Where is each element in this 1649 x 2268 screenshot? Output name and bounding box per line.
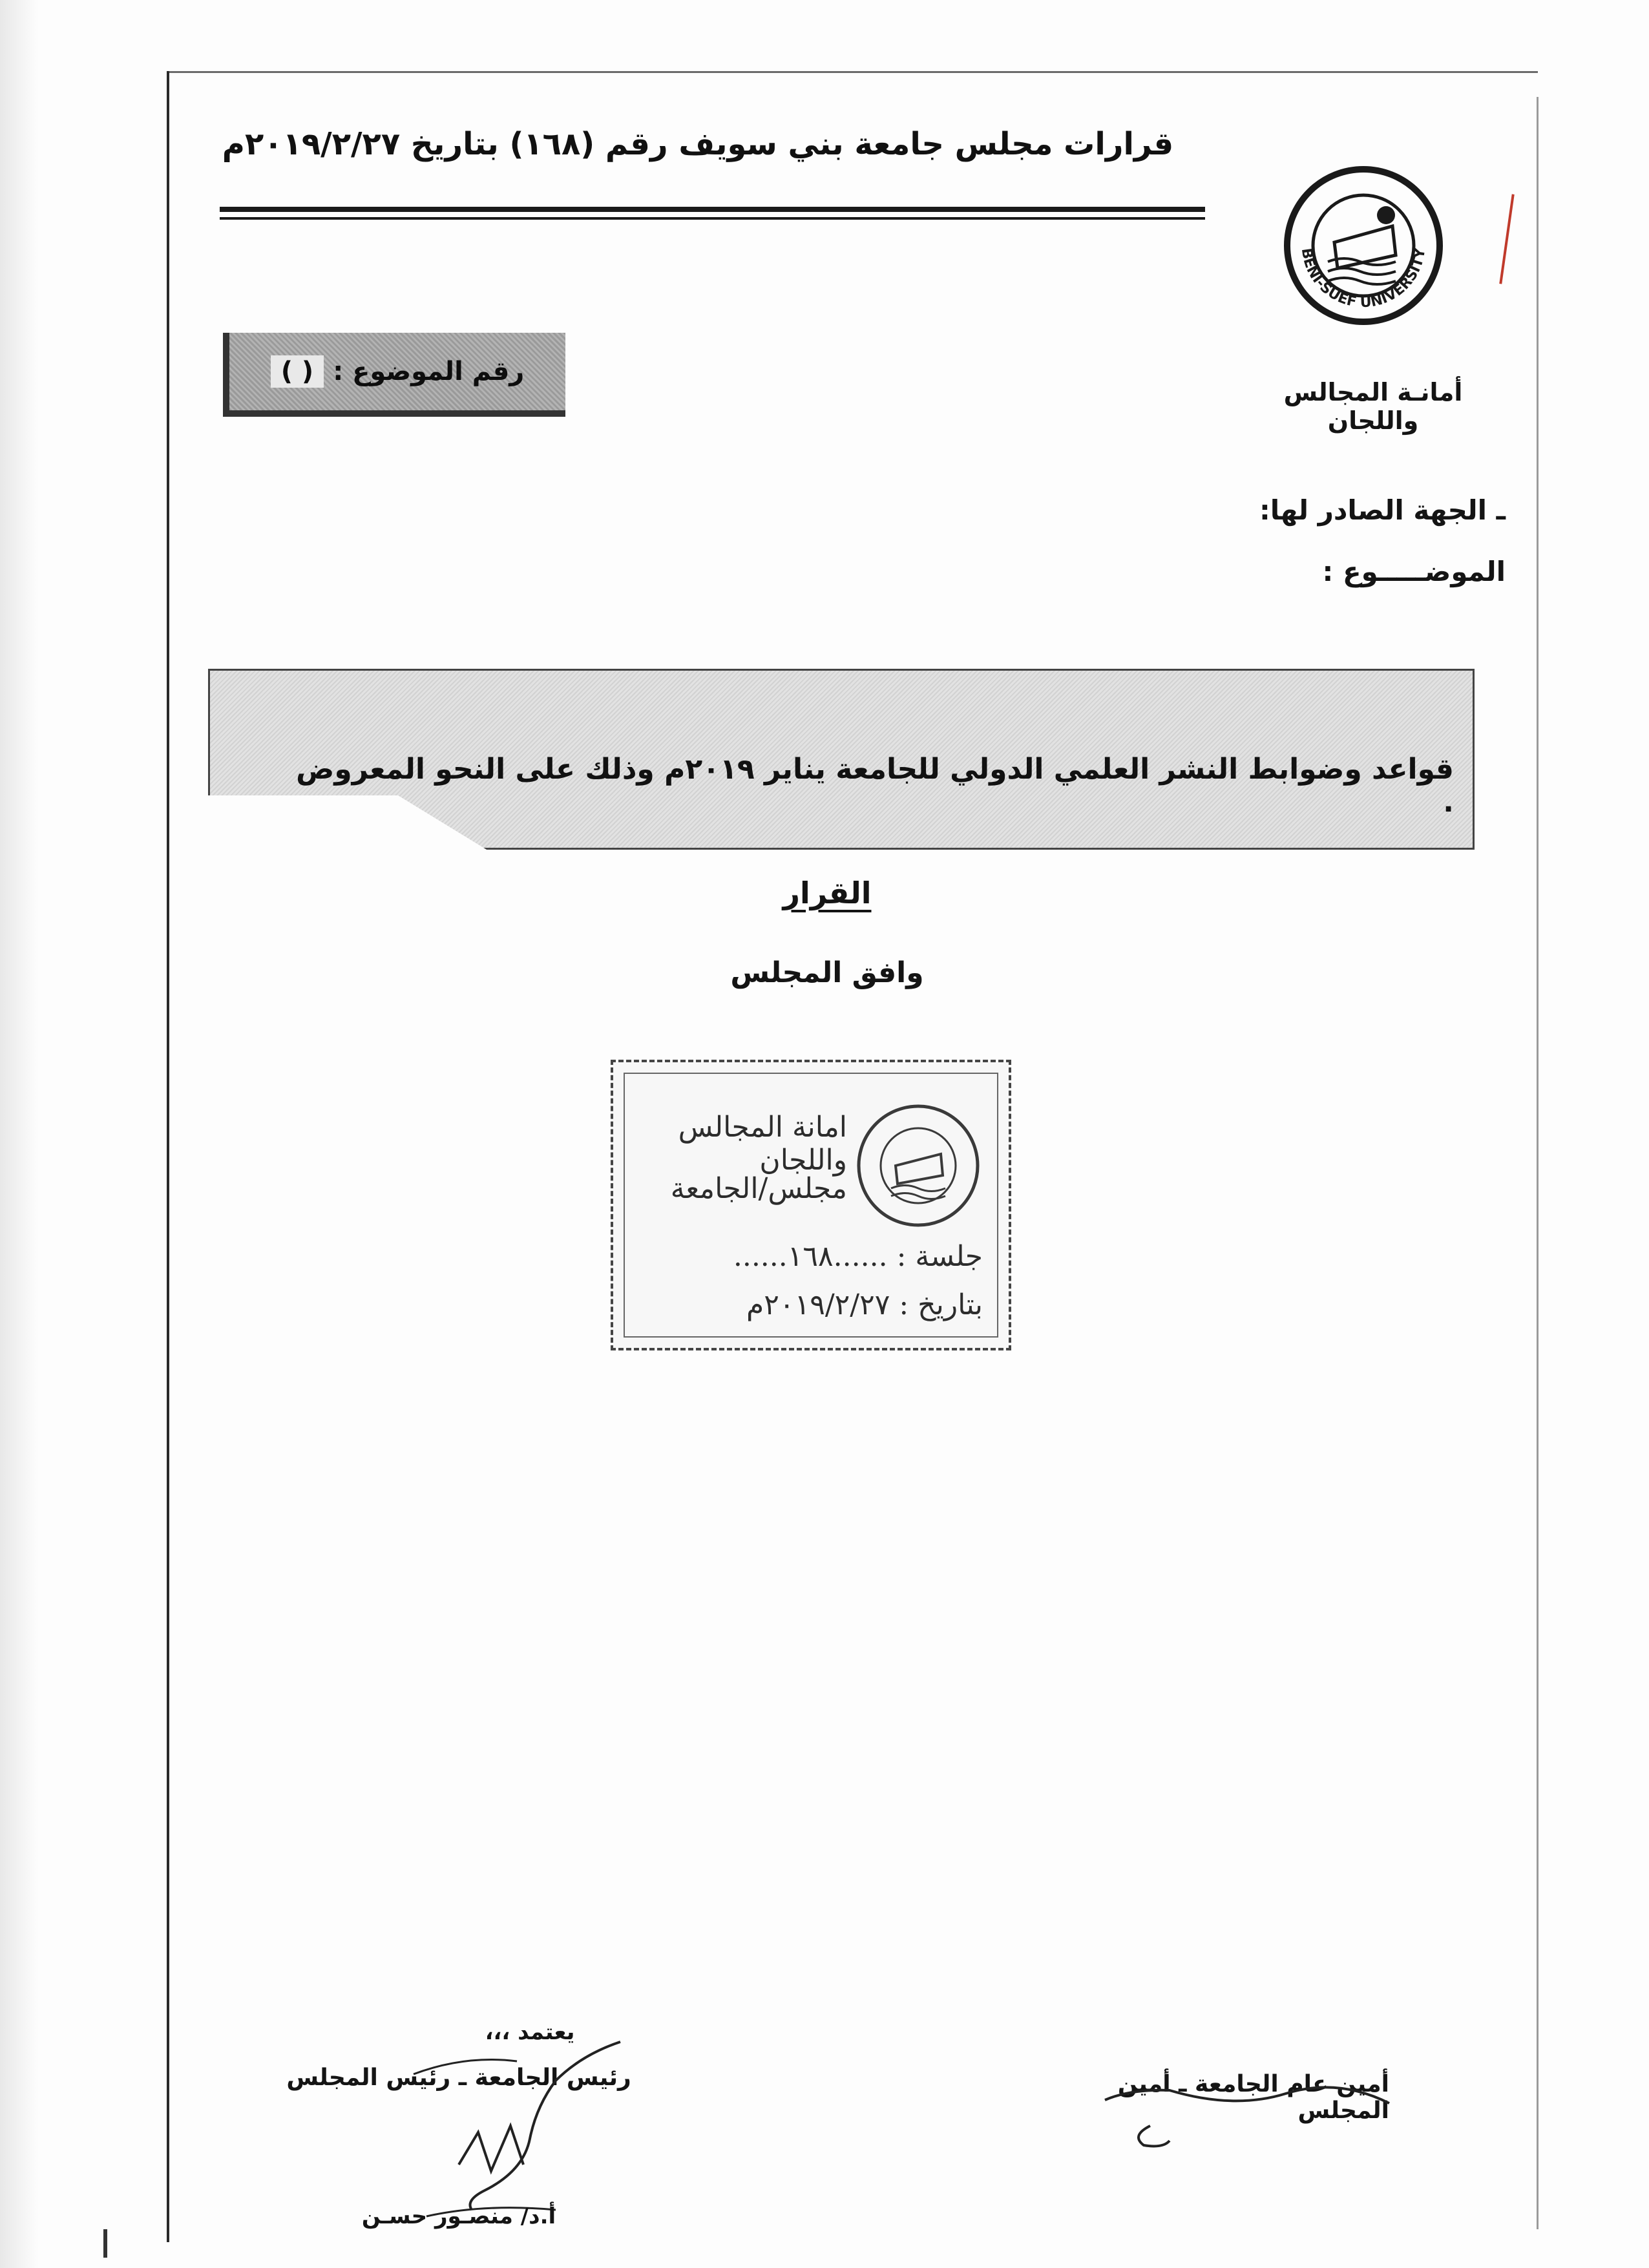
frame-left-border [167,71,169,2242]
president-title: رئيس الجامعة ـ رئيس المجلس [286,2064,631,2091]
stamp-line-date: بتاريخ : ٢٠١٩/٢/٢٧م [746,1288,983,1321]
subject-number-label: رقم الموضوع : [333,357,525,386]
stamp-line-department: امانة المجالس واللجان [678,1111,847,1177]
red-pen-mark [1499,194,1514,284]
stamp-seal-icon [854,1101,983,1230]
president-name: أ.د/ منصـور حسـن [361,2203,556,2229]
subject-number-box [223,333,565,417]
frame-top-border [167,71,1538,73]
svg-text:BENI-SUEF UNIVERSITY [1298,247,1429,311]
page-title: قرارات مجلس جامعة بني سويف رقم (١٦٨) بتاريخ ٢٠١٩/٢/٢٧م [222,126,1174,162]
scan-shadow [0,0,39,2268]
decision-text: وافق المجلس [730,956,924,989]
secretary-title: أمين عام الجامعة ـ أمين المجلس [1117,2071,1389,2124]
issuer-field-label: ـ الجهة الصادر لها: [1259,494,1506,526]
logo-text: BENI-SUEF UNIVERSITY [1297,247,1429,311]
official-stamp [611,1060,1011,1350]
beni-suef-university-seal-icon [1283,165,1444,326]
subject-field-label: الموضـــــوع : [1322,556,1506,587]
approve-label: يعتمد ،،، [485,2019,575,2045]
subject-number-value: ( ) [271,355,324,388]
president-signature [388,2016,633,2229]
stamp-line-council: مجلس/الجامعة [670,1172,847,1205]
secretary-signature [1092,2064,1402,2155]
page-margin-mark [103,2229,107,2258]
stamp-line-session: جلسة : ......١٦٨...... [733,1240,983,1273]
subject-text: قواعد وضوابط النشر العلمي الدولي للجامعة يناير ٢٠١٩م وذلك على النحو المعروض . [296,753,1454,819]
department-name: أمانـة المجالس واللجان [1283,378,1463,435]
frame-right-border [1537,97,1539,2229]
header-rule [220,207,1205,220]
decision-title: القرار [782,876,872,910]
